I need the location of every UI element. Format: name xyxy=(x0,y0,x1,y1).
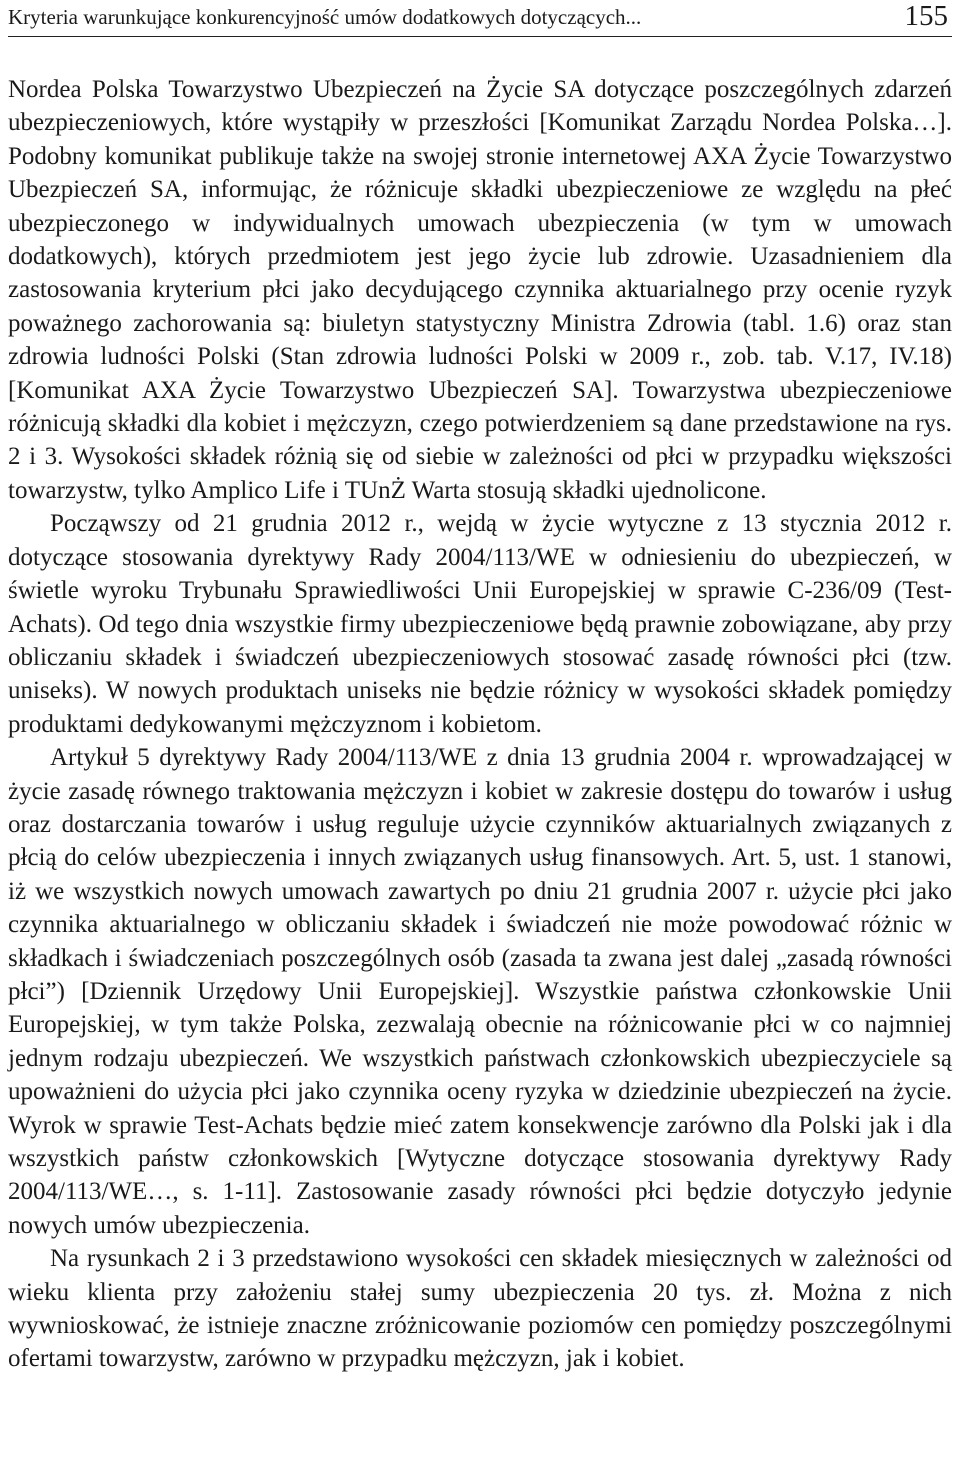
paragraph-3: Artykuł 5 dyrektywy Rady 2004/113/WE z dnia 13 grudnia 2004 r. wprowadzającej w życie zasadę równego traktowania mężczyzn i kobiet w zakresie dostępu do towarów i usług oraz dostarczania towarów i usług reguluje użycie czynników aktuarialnych związanych z płcią do celów ubezpieczenia i innych związanych usług finansowych. Art. 5, ust. 1 stanowi, iż we wszystkich nowych umowach zawartych po dniu 21 grudnia 2007 r. użycie płci jako czynnika aktuarialnego w obliczaniu składek i świadczeń nie może powodować różnic w składkach i świadczeniach poszczególnych osób (zasada ta zwana jest dalej „zasadą równości płci”) [Dziennik Urzędowy Unii Europejskiej]. Wszystkie państwa członkowskie Unii Europejskiej, w tym także Polska, zezwalają obecnie na różnicowanie płci w co najmniej jednym rodzaju ubezpieczeń. We wszystkich państwach członkowskich ubezpieczyciele są upoważnieni do użycia płci jako czynnika oceny ryzyka w dziedzinie ubezpieczeń na życie. Wyrok w sprawie Test-Achats będzie mieć zatem konsekwencje zarówno dla Polski jak i dla wszystkich państw członkowskich [Wytyczne dotyczące stosowania dyrektywy Rady 2004/113/WE…, s. 1-11]. Zastosowanie zasady równości płci będzie dotyczyło jedynie nowych umów ubezpieczenia. xyxy=(8,744,952,1239)
paragraph-1: Nordea Polska Towarzystwo Ubezpieczeń na Życie SA dotyczące poszczególnych zdarzeń ubezpieczeniowych, które wystąpiły w przeszłości [Komunikat Zarządu Nordea Polska…]. Podobny komunikat publikuje także na swojej stronie internetowej AXA Życie Towarzystwo Ubezpieczeń SA, informując, że różnicuje składki ubezpieczeniowe ze względu na płeć ubezpieczonego w indywidualnych umowach ubezpieczenia (w tym w umowach dodatkowych), których przedmiotem jest jego życie lub zdrowie. Uzasadnieniem dla zastosowania kryterium płci jako decydującego czynnika aktuarialnego przy ocenie ryzyk poważnego zachorowania są: biuletyn statystyczny Ministra Zdrowia (tabl. 1.6) oraz stan zdrowia ludności Polski (Stan zdrowia ludności Polski w 2009 r., zob. tab. V.17, IV.18) [Komunikat AXA Życie Towarzystwo Ubezpieczeń SA]. Towarzystwa ubezpieczeniowe różnicują składki dla kobiet i mężczyzn, czego potwierdzeniem są dane przedstawione na rys. 2 i 3. Wysokości składek różnią się od siebie w zależności od płci w przypadku większości towarzystw, tylko Amplico Life i TUnŻ Warta stosują składki ujednolicone. xyxy=(8,76,952,504)
body-text xyxy=(8,73,952,1376)
running-title: Kryteria warunkujące konkurencyjność umów dodatkowych dotyczących... xyxy=(8,5,642,29)
page-number: 155 xyxy=(904,0,948,32)
paragraph-2: Począwszy od 21 grudnia 2012 r., wejdą w życie wytyczne z 13 stycznia 2012 r. dotyczące stosowania dyrektywy Rady 2004/113/WE w odniesieniu do ubezpieczeń, w świetle wyroku Trybunału Sprawiedliwości Unii Europejskiej w sprawie C-236/09 (Test-Achats). Od tego dnia wszystkie firmy ubezpieczeniowe będą prawnie zobowiązane, aby przy obliczaniu składek i świadczeń ubezpieczeniowych stosować zasadę równości płci (tzw. uniseks). W nowych produktach uniseks nie będzie różnicy w wysokości składek pomiędzy produktami dedykowanymi mężczyznom i kobietom. xyxy=(8,510,952,738)
paragraph-4: Na rysunkach 2 i 3 przedstawiono wysokości cen składek miesięcznych w zależności od wieku klienta przy założeniu stałej sumy ubezpieczenia 20 tys. zł. Można z nich wywnioskować, że istnieje znaczne zróżnicowanie poziomów cen pomiędzy poszczególnymi ofertami towarzystw, zarówno w przypadku mężczyzn, jak i kobiet. xyxy=(8,1245,952,1373)
running-header xyxy=(8,0,952,37)
